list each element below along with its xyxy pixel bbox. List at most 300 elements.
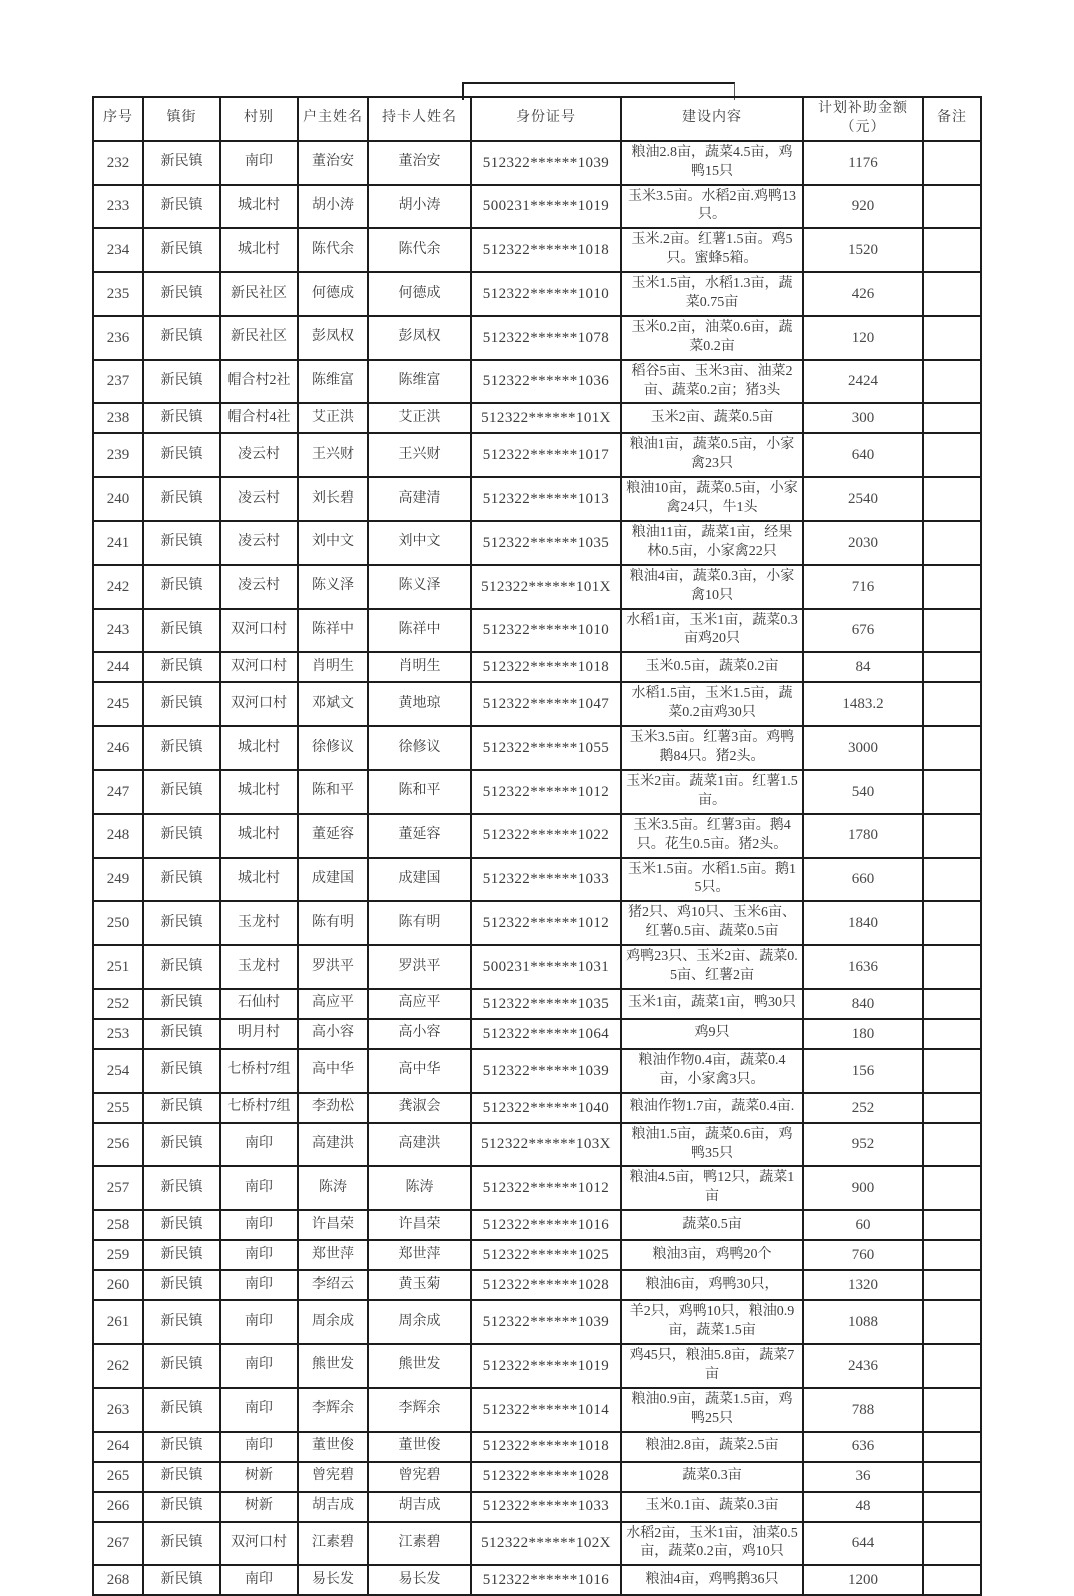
cell-subsidy-amount: 2030 (803, 521, 923, 565)
cell-remark (923, 1462, 981, 1492)
cell-village: 城北村 (220, 726, 298, 770)
cell-householder: 周余成 (298, 1300, 368, 1344)
table-row (93, 521, 981, 565)
cell-construction-content: 玉米.2亩。红薯1.5亩。鸡5只。蜜蜂5箱。 (621, 228, 803, 272)
cell-construction-content: 稻谷5亩、玉米3亩、油菜2亩、蔬菜0.2亩；猪3头 (621, 360, 803, 404)
cell-householder: 陈代余 (298, 228, 368, 272)
cell-village: 城北村 (220, 814, 298, 858)
table-row (93, 1492, 981, 1522)
cell-town: 新民镇 (143, 1240, 220, 1270)
cell-construction-content: 蔬菜0.3亩 (621, 1462, 803, 1492)
cell-cardholder: 高建洪 (368, 1123, 471, 1167)
cell-village: 帽合村4社 (220, 403, 298, 433)
cell-town: 新民镇 (143, 945, 220, 989)
cell-cardholder: 董治安 (368, 141, 471, 185)
cell-id-number: 512322******1022 (471, 814, 621, 858)
cell-serial: 238 (93, 403, 143, 433)
cell-village: 石仙村 (220, 989, 298, 1019)
cell-id-number: 512322******1018 (471, 228, 621, 272)
cell-remark (923, 652, 981, 682)
cell-householder: 李劲松 (298, 1093, 368, 1123)
cell-town: 新民镇 (143, 1522, 220, 1566)
cell-cardholder: 龚淑会 (368, 1093, 471, 1123)
cell-householder: 何德成 (298, 272, 368, 316)
cell-subsidy-amount: 640 (803, 433, 923, 477)
cell-remark (923, 858, 981, 902)
cell-town: 新民镇 (143, 1344, 220, 1388)
cell-village: 玉龙村 (220, 945, 298, 989)
table-row (93, 1344, 981, 1388)
cell-subsidy-amount: 300 (803, 403, 923, 433)
cell-subsidy-amount: 2424 (803, 360, 923, 404)
cell-serial: 247 (93, 770, 143, 814)
cell-subsidy-amount: 1483.2 (803, 682, 923, 726)
cell-construction-content: 粮油3亩，鸡鸭20个 (621, 1240, 803, 1270)
cell-id-number: 512322******1012 (471, 1166, 621, 1210)
cell-cardholder: 王兴财 (368, 433, 471, 477)
cell-village: 南印 (220, 141, 298, 185)
cell-town: 新民镇 (143, 1432, 220, 1462)
cell-subsidy-amount: 2436 (803, 1344, 923, 1388)
cell-town: 新民镇 (143, 477, 220, 521)
cell-subsidy-amount: 36 (803, 1462, 923, 1492)
cell-town: 新民镇 (143, 901, 220, 945)
cell-householder: 董延容 (298, 814, 368, 858)
cell-town: 新民镇 (143, 141, 220, 185)
cell-subsidy-amount: 48 (803, 1492, 923, 1522)
table-row (93, 989, 981, 1019)
cell-serial: 266 (93, 1492, 143, 1522)
cell-remark (923, 1093, 981, 1123)
cell-town: 新民镇 (143, 1210, 220, 1240)
cell-town: 新民镇 (143, 858, 220, 902)
cell-cardholder: 董世俊 (368, 1432, 471, 1462)
table-row (93, 901, 981, 945)
column-header-id-number: 身份证号 (471, 97, 621, 141)
table-row (93, 272, 981, 316)
cell-householder: 胡吉成 (298, 1492, 368, 1522)
cell-subsidy-amount: 788 (803, 1388, 923, 1432)
cell-serial: 256 (93, 1123, 143, 1167)
cell-id-number: 512322******101X (471, 403, 621, 433)
cell-construction-content: 粮油作物1.7亩，蔬菜0.4亩. (621, 1093, 803, 1123)
cell-subsidy-amount: 760 (803, 1240, 923, 1270)
cell-householder: 陈祥中 (298, 609, 368, 653)
cell-subsidy-amount: 1088 (803, 1300, 923, 1344)
cell-remark (923, 1166, 981, 1210)
cell-householder: 胡小涛 (298, 185, 368, 229)
cell-householder: 刘中文 (298, 521, 368, 565)
cell-serial: 242 (93, 565, 143, 609)
cell-remark (923, 272, 981, 316)
cell-town: 新民镇 (143, 1123, 220, 1167)
cell-village: 凌云村 (220, 521, 298, 565)
cell-subsidy-amount: 60 (803, 1210, 923, 1240)
cell-id-number: 512322******102X (471, 1522, 621, 1566)
cell-subsidy-amount: 180 (803, 1019, 923, 1049)
table-row (93, 726, 981, 770)
cell-cardholder: 董延容 (368, 814, 471, 858)
table-row (93, 1270, 981, 1300)
cell-cardholder: 彭凤权 (368, 316, 471, 360)
cell-construction-content: 粮油4.5亩，鸭12只，蔬菜1亩 (621, 1166, 803, 1210)
cell-cardholder: 陈有明 (368, 901, 471, 945)
cell-remark (923, 1049, 981, 1093)
cell-town: 新民镇 (143, 814, 220, 858)
cell-id-number: 512322******1033 (471, 858, 621, 902)
cell-id-number: 512322******1017 (471, 433, 621, 477)
cell-construction-content: 鸡9只 (621, 1019, 803, 1049)
table-row (93, 945, 981, 989)
cell-serial: 262 (93, 1344, 143, 1388)
cell-village: 树新 (220, 1492, 298, 1522)
cell-construction-content: 玉米2亩。蔬菜1亩。红薯1.5亩。 (621, 770, 803, 814)
cell-cardholder: 高小容 (368, 1019, 471, 1049)
cell-remark (923, 565, 981, 609)
cell-householder: 李辉余 (298, 1388, 368, 1432)
cell-remark (923, 1123, 981, 1167)
cell-subsidy-amount: 644 (803, 1522, 923, 1566)
cell-serial: 243 (93, 609, 143, 653)
cell-subsidy-amount: 840 (803, 989, 923, 1019)
subsidy-table (92, 96, 982, 1596)
cell-subsidy-amount: 636 (803, 1432, 923, 1462)
table-row (93, 1093, 981, 1123)
cell-cardholder: 胡小涛 (368, 185, 471, 229)
cell-id-number: 512322******1012 (471, 901, 621, 945)
cell-town: 新民镇 (143, 1049, 220, 1093)
cell-village: 南印 (220, 1270, 298, 1300)
cell-remark (923, 403, 981, 433)
cell-remark (923, 185, 981, 229)
cell-cardholder: 陈和平 (368, 770, 471, 814)
cell-village: 七桥村7组 (220, 1093, 298, 1123)
table-row (93, 1210, 981, 1240)
cell-subsidy-amount: 920 (803, 185, 923, 229)
cell-cardholder: 陈祥中 (368, 609, 471, 653)
cell-id-number: 512322******1016 (471, 1565, 621, 1595)
cell-id-number: 500231******1031 (471, 945, 621, 989)
column-header-town: 镇街 (143, 97, 220, 141)
cell-householder: 陈和平 (298, 770, 368, 814)
cell-id-number: 512322******1039 (471, 1300, 621, 1344)
cell-construction-content: 玉米3.5亩。红薯3亩。鹅4只。花生0.5亩。猪2头。 (621, 814, 803, 858)
cell-town: 新民镇 (143, 1565, 220, 1595)
cell-town: 新民镇 (143, 1093, 220, 1123)
cell-construction-content: 鸡45只，粮油5.8亩，蔬菜7亩 (621, 1344, 803, 1388)
cell-remark (923, 1388, 981, 1432)
cell-id-number: 512322******1033 (471, 1492, 621, 1522)
table-row (93, 316, 981, 360)
cell-remark (923, 1300, 981, 1344)
cell-town: 新民镇 (143, 726, 220, 770)
cell-id-number: 512322******1012 (471, 770, 621, 814)
cell-serial: 259 (93, 1240, 143, 1270)
cell-id-number: 512322******1035 (471, 521, 621, 565)
cell-subsidy-amount: 120 (803, 316, 923, 360)
cell-cardholder: 何德成 (368, 272, 471, 316)
cell-construction-content: 粮油6亩，鸡鸭30只， (621, 1270, 803, 1300)
cell-village: 南印 (220, 1123, 298, 1167)
cell-id-number: 512322******1055 (471, 726, 621, 770)
table-row (93, 185, 981, 229)
cell-remark (923, 433, 981, 477)
cell-serial: 236 (93, 316, 143, 360)
cell-serial: 264 (93, 1432, 143, 1462)
cell-householder: 曾宪碧 (298, 1462, 368, 1492)
cell-town: 新民镇 (143, 403, 220, 433)
cell-remark (923, 141, 981, 185)
cell-serial: 232 (93, 141, 143, 185)
cell-remark (923, 1492, 981, 1522)
cell-town: 新民镇 (143, 1388, 220, 1432)
cell-remark (923, 989, 981, 1019)
cell-subsidy-amount: 1320 (803, 1270, 923, 1300)
cell-remark (923, 1432, 981, 1462)
cell-householder: 高中华 (298, 1049, 368, 1093)
cell-subsidy-amount: 426 (803, 272, 923, 316)
cell-serial: 263 (93, 1388, 143, 1432)
cell-id-number: 512322******1019 (471, 1344, 621, 1388)
cell-householder: 刘长碧 (298, 477, 368, 521)
cell-id-number: 500231******1019 (471, 185, 621, 229)
cell-village: 树新 (220, 1462, 298, 1492)
cell-serial: 245 (93, 682, 143, 726)
table-row (93, 1300, 981, 1344)
cell-village: 双河口村 (220, 682, 298, 726)
cell-remark (923, 770, 981, 814)
cell-cardholder: 艾正洪 (368, 403, 471, 433)
cell-subsidy-amount: 952 (803, 1123, 923, 1167)
column-header-serial: 序号 (93, 97, 143, 141)
cell-cardholder: 黄地琼 (368, 682, 471, 726)
cell-serial: 260 (93, 1270, 143, 1300)
cell-id-number: 512322******1016 (471, 1210, 621, 1240)
cell-remark (923, 1270, 981, 1300)
cell-cardholder: 高中华 (368, 1049, 471, 1093)
cell-serial: 255 (93, 1093, 143, 1123)
cell-cardholder: 徐修议 (368, 726, 471, 770)
cell-village: 南印 (220, 1166, 298, 1210)
cell-householder: 易长发 (298, 1565, 368, 1595)
cell-cardholder: 许昌荣 (368, 1210, 471, 1240)
cell-serial: 249 (93, 858, 143, 902)
table-row (93, 565, 981, 609)
cell-householder: 彭凤权 (298, 316, 368, 360)
cell-id-number: 512322******103X (471, 1123, 621, 1167)
table-row (93, 360, 981, 404)
cell-remark (923, 521, 981, 565)
cell-subsidy-amount: 1200 (803, 1565, 923, 1595)
cell-remark (923, 1522, 981, 1566)
cell-town: 新民镇 (143, 360, 220, 404)
cell-subsidy-amount: 2540 (803, 477, 923, 521)
column-header-construction-content: 建设内容 (621, 97, 803, 141)
cell-serial: 258 (93, 1210, 143, 1240)
table-row (93, 1019, 981, 1049)
cell-remark (923, 477, 981, 521)
cell-village: 新民社区 (220, 272, 298, 316)
column-header-remark: 备注 (923, 97, 981, 141)
cell-id-number: 512322******1028 (471, 1462, 621, 1492)
cell-village: 城北村 (220, 770, 298, 814)
cell-village: 双河口村 (220, 652, 298, 682)
cell-remark (923, 360, 981, 404)
table-row (93, 141, 981, 185)
cell-householder: 王兴财 (298, 433, 368, 477)
cell-householder: 高小容 (298, 1019, 368, 1049)
cell-cardholder: 郑世萍 (368, 1240, 471, 1270)
cell-householder: 许昌荣 (298, 1210, 368, 1240)
cell-town: 新民镇 (143, 1462, 220, 1492)
cell-town: 新民镇 (143, 609, 220, 653)
cell-remark (923, 1210, 981, 1240)
cell-householder: 熊世发 (298, 1344, 368, 1388)
cell-serial: 248 (93, 814, 143, 858)
cell-subsidy-amount: 900 (803, 1166, 923, 1210)
cell-id-number: 512322******1010 (471, 609, 621, 653)
cell-id-number: 512322******1028 (471, 1270, 621, 1300)
column-header-householder: 户主姓名 (298, 97, 368, 141)
cell-cardholder: 胡吉成 (368, 1492, 471, 1522)
cell-cardholder: 陈代余 (368, 228, 471, 272)
cell-construction-content: 水稻1亩，玉米1亩，蔬菜0.3亩鸡20只 (621, 609, 803, 653)
cell-householder: 李绍云 (298, 1270, 368, 1300)
cell-serial: 244 (93, 652, 143, 682)
cell-id-number: 512322******1040 (471, 1093, 621, 1123)
cell-serial: 234 (93, 228, 143, 272)
table-header-row (93, 97, 981, 141)
cell-village: 凌云村 (220, 565, 298, 609)
cell-town: 新民镇 (143, 185, 220, 229)
cell-remark (923, 1240, 981, 1270)
cell-town: 新民镇 (143, 682, 220, 726)
cell-subsidy-amount: 252 (803, 1093, 923, 1123)
cell-householder: 高应平 (298, 989, 368, 1019)
cell-construction-content: 玉米3.5亩。红薯3亩。鸡鸭鹅84只。猪2头。 (621, 726, 803, 770)
cell-cardholder: 江素碧 (368, 1522, 471, 1566)
cell-cardholder: 李辉余 (368, 1388, 471, 1432)
cell-cardholder: 罗洪平 (368, 945, 471, 989)
cell-id-number: 512322******1025 (471, 1240, 621, 1270)
table-row (93, 770, 981, 814)
table-row (93, 1432, 981, 1462)
table-row (93, 1166, 981, 1210)
cell-remark (923, 1565, 981, 1595)
cell-serial: 257 (93, 1166, 143, 1210)
cell-subsidy-amount: 3000 (803, 726, 923, 770)
table-row (93, 433, 981, 477)
cell-construction-content: 蔬菜0.5亩 (621, 1210, 803, 1240)
cell-subsidy-amount: 1520 (803, 228, 923, 272)
cell-village: 南印 (220, 1344, 298, 1388)
cell-subsidy-amount: 1840 (803, 901, 923, 945)
table-body (93, 141, 981, 1596)
cell-id-number: 512322******1013 (471, 477, 621, 521)
cell-householder: 江素碧 (298, 1522, 368, 1566)
cell-serial: 267 (93, 1522, 143, 1566)
cell-remark (923, 316, 981, 360)
table-row (93, 609, 981, 653)
table-row (93, 403, 981, 433)
cell-id-number: 512322******1018 (471, 652, 621, 682)
cell-subsidy-amount: 660 (803, 858, 923, 902)
cell-village: 双河口村 (220, 1522, 298, 1566)
cell-remark (923, 1344, 981, 1388)
cell-construction-content: 水稻2亩，玉米1亩，油菜0.5亩，蔬菜0.2亩，鸡10只 (621, 1522, 803, 1566)
cell-construction-content: 粮油2.8亩，蔬菜2.5亩 (621, 1432, 803, 1462)
cell-id-number: 512322******1078 (471, 316, 621, 360)
cell-serial: 241 (93, 521, 143, 565)
cell-householder: 陈涛 (298, 1166, 368, 1210)
cell-id-number: 512322******1014 (471, 1388, 621, 1432)
cell-subsidy-amount: 1636 (803, 945, 923, 989)
cell-id-number: 512322******1036 (471, 360, 621, 404)
cell-cardholder: 高应平 (368, 989, 471, 1019)
table-row (93, 1565, 981, 1595)
cell-subsidy-amount: 84 (803, 652, 923, 682)
cell-householder: 肖明生 (298, 652, 368, 682)
cell-construction-content: 玉米1亩，蔬菜1亩，鸭30只 (621, 989, 803, 1019)
cell-remark (923, 901, 981, 945)
cell-village: 凌云村 (220, 477, 298, 521)
cell-construction-content: 粮油1.5亩，蔬菜0.6亩，鸡鸭35只 (621, 1123, 803, 1167)
cell-cardholder: 易长发 (368, 1565, 471, 1595)
cell-subsidy-amount: 716 (803, 565, 923, 609)
cell-town: 新民镇 (143, 228, 220, 272)
table-row (93, 652, 981, 682)
table-row (93, 1123, 981, 1167)
cell-cardholder: 陈维富 (368, 360, 471, 404)
cell-construction-content: 玉米0.2亩，油菜0.6亩，蔬菜0.2亩 (621, 316, 803, 360)
cell-construction-content: 羊2只，鸡鸭10只，粮油0.9亩，蔬菜1.5亩 (621, 1300, 803, 1344)
cell-householder: 陈义泽 (298, 565, 368, 609)
cell-cardholder: 成建国 (368, 858, 471, 902)
cell-serial: 235 (93, 272, 143, 316)
table-row (93, 1240, 981, 1270)
cell-id-number: 512322******1039 (471, 1049, 621, 1093)
cell-cardholder: 刘中文 (368, 521, 471, 565)
cell-cardholder: 陈涛 (368, 1166, 471, 1210)
cell-village: 帽合村2社 (220, 360, 298, 404)
cell-remark (923, 228, 981, 272)
cell-town: 新民镇 (143, 272, 220, 316)
cell-village: 城北村 (220, 185, 298, 229)
table-row (93, 1049, 981, 1093)
cell-householder: 董治安 (298, 141, 368, 185)
cell-construction-content: 玉米3.5亩。水稻2亩.鸡鸭13只。 (621, 185, 803, 229)
cell-construction-content: 水稻1.5亩，玉米1.5亩，蔬菜0.2亩鸡30只 (621, 682, 803, 726)
cell-town: 新民镇 (143, 433, 220, 477)
cell-construction-content: 玉米1.5亩。水稻1.5亩。鹅15只。 (621, 858, 803, 902)
cell-id-number: 512322******1064 (471, 1019, 621, 1049)
cell-serial: 240 (93, 477, 143, 521)
cell-town: 新民镇 (143, 989, 220, 1019)
cell-construction-content: 粮油0.9亩，蔬菜1.5亩，鸡鸭25只 (621, 1388, 803, 1432)
cell-village: 南印 (220, 1565, 298, 1595)
cell-cardholder: 肖明生 (368, 652, 471, 682)
cell-id-number: 512322******1035 (471, 989, 621, 1019)
cell-village: 双河口村 (220, 609, 298, 653)
cell-town: 新民镇 (143, 316, 220, 360)
column-header-cardholder: 持卡人姓名 (368, 97, 471, 141)
cell-serial: 251 (93, 945, 143, 989)
cell-householder: 罗洪平 (298, 945, 368, 989)
cell-serial: 268 (93, 1565, 143, 1595)
cell-village: 七桥村7组 (220, 1049, 298, 1093)
column-header-village: 村别 (220, 97, 298, 141)
cell-remark (923, 609, 981, 653)
